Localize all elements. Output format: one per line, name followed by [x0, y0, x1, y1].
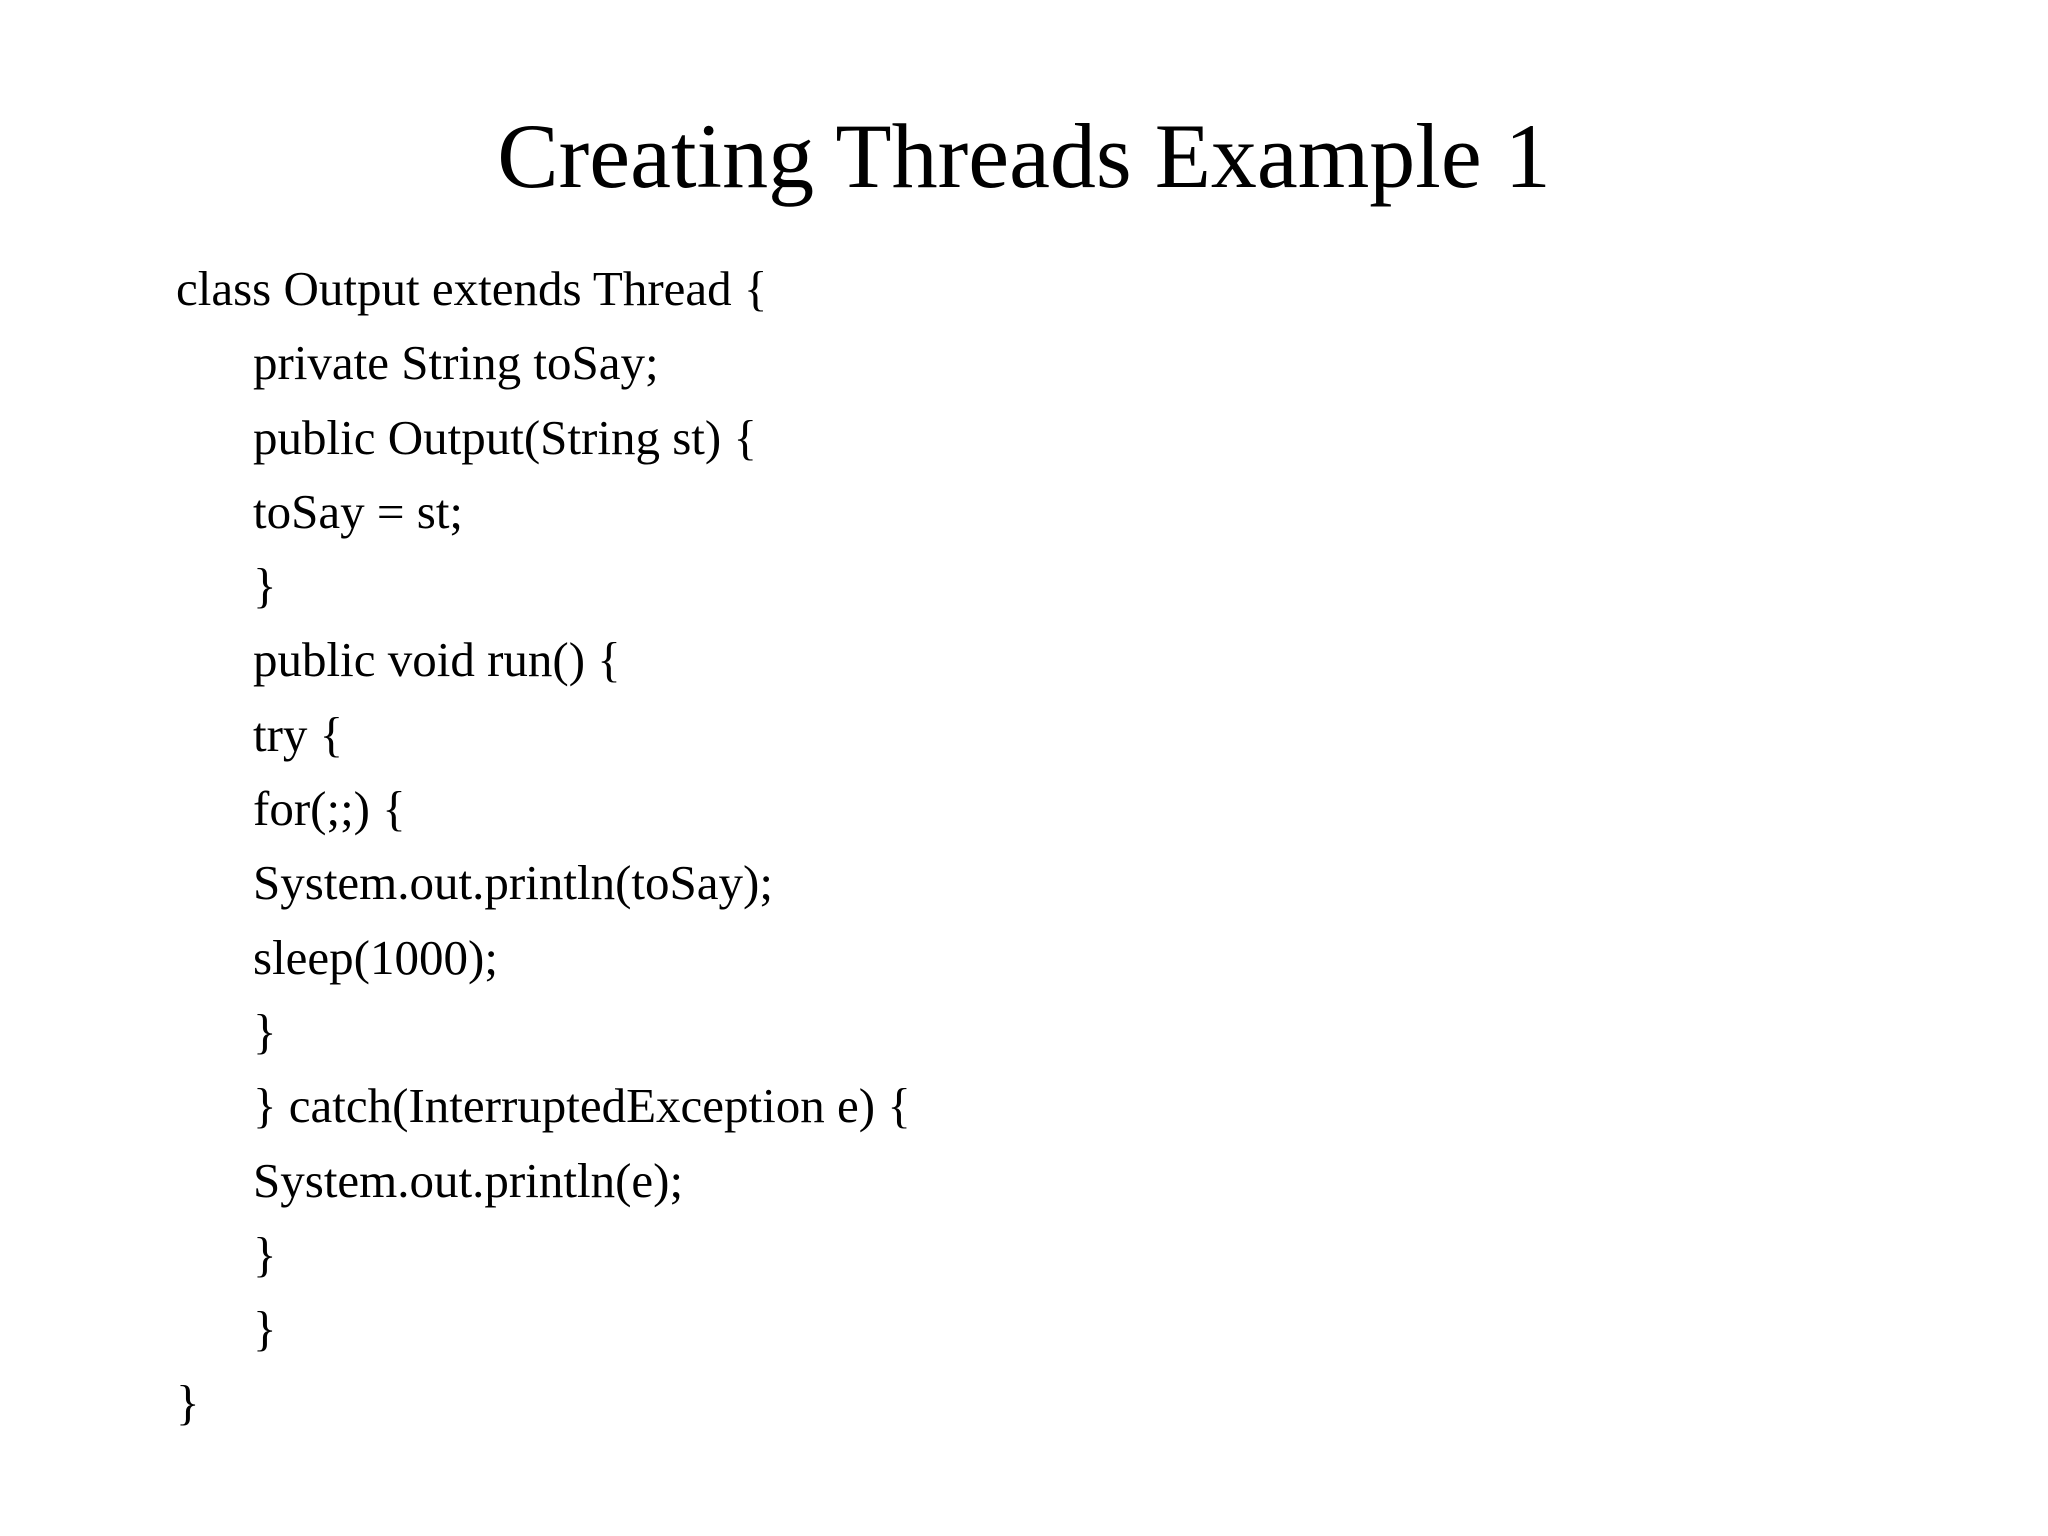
code-line: try { — [253, 706, 344, 762]
code-line: toSay = st; — [253, 483, 464, 539]
code-line: public Output(String st) { — [253, 409, 757, 465]
code-line: System.out.println(e); — [253, 1152, 684, 1208]
slide-title: Creating Threads Example 1 — [497, 105, 1551, 207]
code-line: } catch(InterruptedException e) { — [253, 1078, 911, 1134]
code-line: private String toSay; — [253, 335, 659, 391]
code-line: public void run() { — [253, 632, 621, 688]
code-line: for(;;) { — [253, 781, 406, 837]
code-line: } — [253, 558, 277, 614]
code-line: } — [253, 1003, 277, 1059]
code-line: System.out.println(toSay); — [253, 855, 773, 911]
code-line: } — [253, 1301, 277, 1357]
code-line: sleep(1000); — [253, 929, 498, 985]
code-line: } — [176, 1375, 200, 1431]
code-listing — [176, 252, 1876, 1441]
code-line: } — [253, 1226, 277, 1282]
code-line: class Output extends Thread { — [176, 261, 768, 316]
